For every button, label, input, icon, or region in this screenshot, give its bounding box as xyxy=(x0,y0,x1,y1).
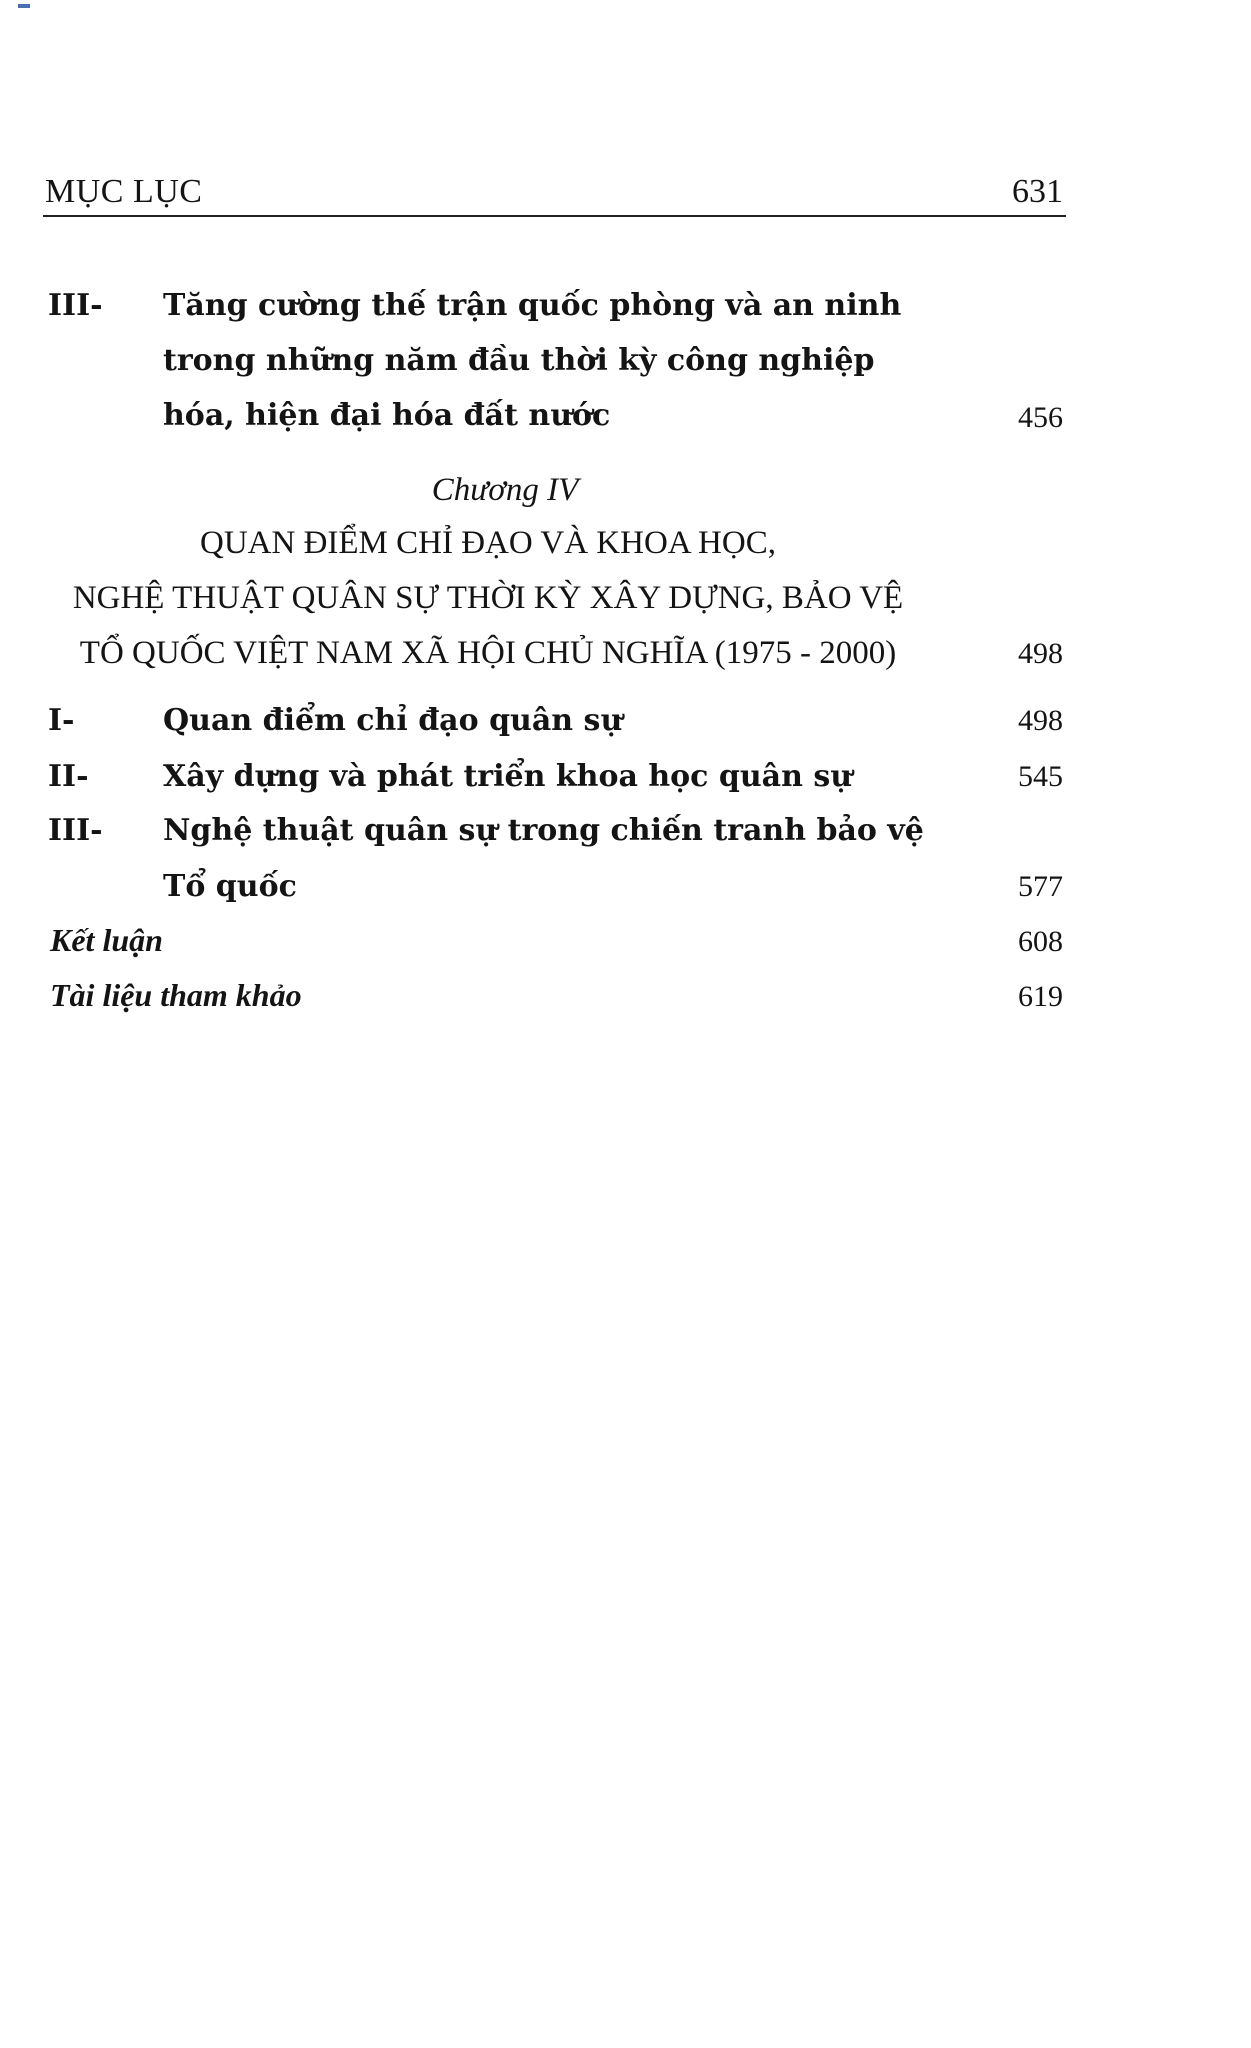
chapter-label: Chương IV xyxy=(431,472,579,508)
toc-entry-page: 545 xyxy=(1018,760,1063,793)
page-header xyxy=(45,168,1063,216)
toc-entry-line: trong những năm đầu thời kỳ công nghiệp xyxy=(163,343,875,378)
page-title: MỤC LỤC xyxy=(45,173,203,210)
toc-entry-page: 456 xyxy=(1018,401,1063,434)
toc-entry-number: II- xyxy=(48,759,89,794)
toc-entry-line: Quan điểm chỉ đạo quân sự xyxy=(163,703,623,738)
back-matter-page: 608 xyxy=(1018,925,1063,958)
toc-entry-number: I- xyxy=(48,703,75,738)
page-number: 631 xyxy=(1012,173,1063,210)
chapter-page: 498 xyxy=(1018,637,1063,670)
chapter-title-line: TỔ QUỐC VIỆT NAM XÃ HỘI CHỦ NGHĨA (1975 - 2000) xyxy=(79,635,897,671)
back-matter-page: 619 xyxy=(1018,980,1063,1013)
toc-entry-line: Nghệ thuật quân sự trong chiến tranh bảo vệ xyxy=(163,813,924,848)
toc-entry-line: Tổ quốc xyxy=(163,869,297,904)
toc-entry-page: 577 xyxy=(1018,870,1063,903)
toc-entry-number: III- xyxy=(48,288,103,323)
toc-entry-number: III- xyxy=(48,813,103,848)
scan-mark xyxy=(18,4,30,8)
chapter-title-line: NGHỆ THUẬT QUÂN SỰ THỜI KỲ XÂY DỰNG, BẢO VỆ xyxy=(72,580,904,616)
chapter-title-line: QUAN ĐIỂM CHỈ ĐẠO VÀ KHOA HỌC, xyxy=(200,525,776,561)
toc-entry-line: Tăng cường thế trận quốc phòng và an ninh xyxy=(163,288,902,323)
toc-entry-page: 498 xyxy=(1018,704,1063,737)
back-matter-label: Kết luận xyxy=(50,922,163,958)
header-rule xyxy=(43,215,1066,217)
toc-entry-line: hóa, hiện đại hóa đất nước xyxy=(163,398,611,433)
toc-entry-line: Xây dựng và phát triển khoa học quân sự xyxy=(163,759,853,794)
back-matter-label: Tài liệu tham khảo xyxy=(50,977,302,1013)
